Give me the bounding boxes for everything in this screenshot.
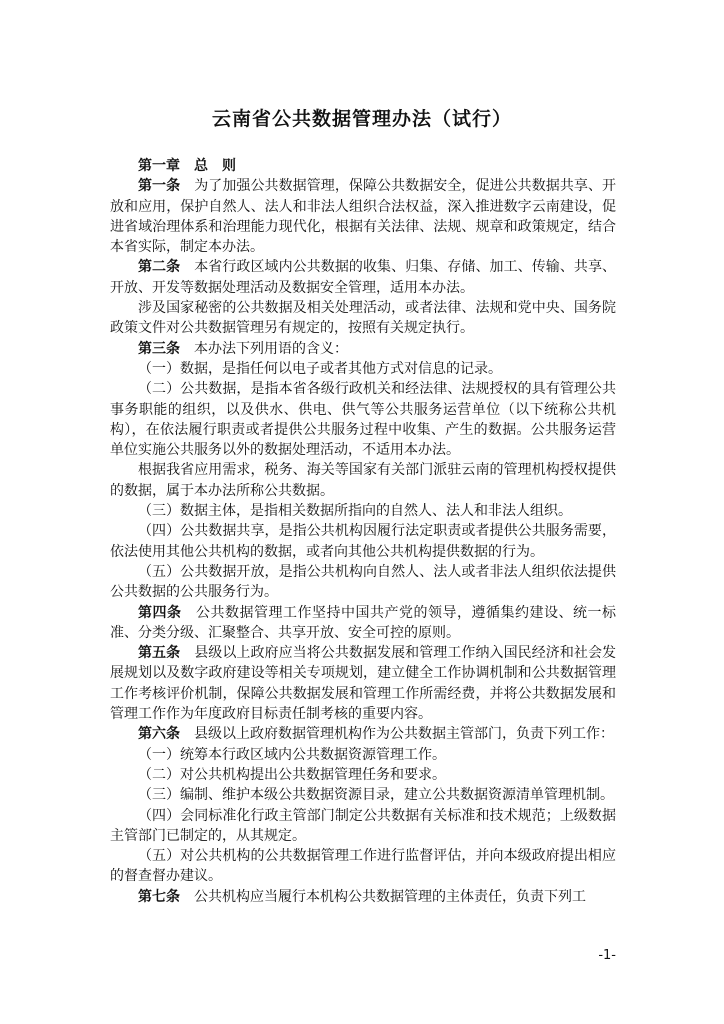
paragraph: 第五条 县级以上政府应当将公共数据发展和管理工作纳入国民经济和社会发展规划以及数字政府建设等相关专项规划，建立健全工作协调机制和公共数据管理工作考核评价机制，保障公共数据发展和管理工作所需经费，并将公共数据发展和管理工作作为年度政府目标责任制考核的重要内容。 — [110, 645, 617, 723]
document-body — [110, 156, 616, 907]
paragraph: （三）编制、维护本级公共数据资源目录，建立公共数据资源清单管理机制。 — [138, 787, 614, 804]
paragraph: 第六条 县级以上政府数据管理机构作为公共数据主管部门，负责下列工作： — [138, 726, 614, 743]
paragraph: 根据我省应用需求，税务、海关等国家有关部门派驻云南的管理机构授权提供的数据，属于本办法所称公共数据。 — [110, 462, 616, 499]
paragraph: （二）公共数据，是指本省各级行政机关和经法律、法规授权的具有管理公共事务职能的组织，以及供水、供电、供气等公共服务运营单位（以下统称公共机构），在依法履行职责或者提供公共服务过程中收集、产生的数据。公共服务运营单位实施公共服务以外的数据处理活动，不适用本办法。 — [110, 381, 616, 459]
paragraph: 第七条 公共机构应当履行本机构公共数据管理的主体责任，负责下列工 — [138, 888, 586, 905]
paragraph: （一）数据，是指任何以电子或者其他方式对信息的记录。 — [138, 360, 502, 377]
paragraph: 第三条 本办法下列用语的含义： — [138, 340, 348, 357]
paragraph: （二）对公共机构提出公共数据管理任务和要求。 — [138, 766, 446, 783]
paragraph: 第四条 公共数据管理工作坚持中国共产党的领导，遵循集约建设、统一标准、分类分级、汇聚整合、共享开放、安全可控的原则。 — [110, 604, 616, 641]
paragraph: 第二条 本省行政区域内公共数据的收集、归集、存储、加工、传输、共享、开放、开发等数据处理活动及数据安全管理，适用本办法。 — [110, 259, 617, 296]
paragraph: （三）数据主体，是指相关数据所指向的自然人、法人和非法人组织。 — [138, 503, 572, 520]
paragraph: （五）公共数据开放，是指公共机构向自然人、法人或者非法人组织依法提供公共数据的公共服务行为。 — [110, 563, 616, 601]
paragraph: 涉及国家秘密的公共数据及相关处理活动，或者法律、法规和党中央、国务院政策文件对公共数据管理另有规定的，按照有关规定执行。 — [110, 300, 616, 337]
chapter-heading: 第一章 总 则 — [138, 158, 236, 174]
paragraph: （五）对公共机构的公共数据管理工作进行监督评估，并向本级政府提出相应的督查督办建议。 — [110, 848, 616, 885]
paragraph: 第一条 为了加强公共数据管理，保障公共数据安全，促进公共数据共享、开放和应用，保护自然人、法人和非法人组织合法权益，深入推进数字云南建设，促进省域治理体系和治理能力现代化，根据有关法律、法规、规章和政策规定，结合本省实际，制定本办法。 — [110, 178, 617, 256]
paragraph: （四）会同标准化行政主管部门制定公共数据有关标准和技术规范；上级数据主管部门已制定的，从其规定。 — [110, 807, 616, 844]
paragraph: （一）统筹本行政区域内公共数据资源管理工作。 — [138, 746, 446, 763]
paragraph: （四）公共数据共享，是指公共机构因履行法定职责或者提供公共服务需要，依法使用其他公共机构的数据，或者向其他公共机构提供数据的行为。 — [110, 523, 616, 560]
page-number: -1- — [598, 948, 616, 963]
document-title: 云南省公共数据管理办法（试行） — [211, 108, 512, 130]
